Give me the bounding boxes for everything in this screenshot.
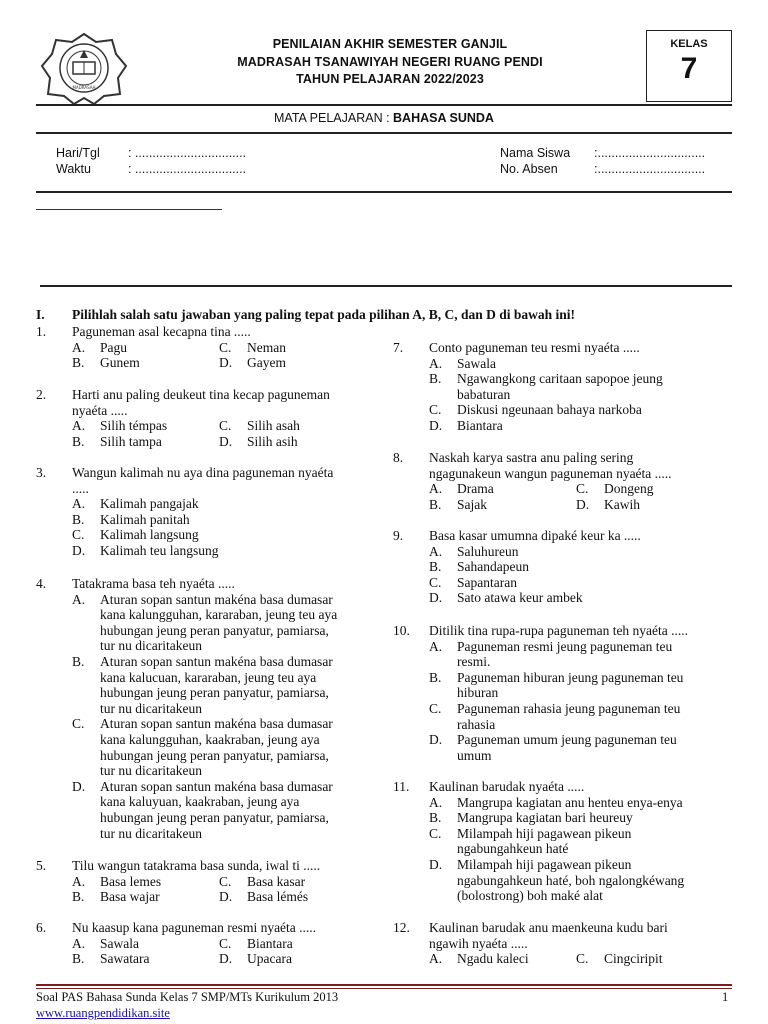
option-d[interactable]: D. Kalimah teu langsung <box>72 542 219 558</box>
question-text-cont: nyaéta ..... <box>72 402 128 418</box>
option-b[interactable]: B. Sajak <box>429 496 487 512</box>
question-12 <box>393 920 733 967</box>
question-5 <box>36 858 376 905</box>
section-number: I. <box>36 307 45 322</box>
class-label: KELAS <box>670 38 708 50</box>
question-number: 2. <box>36 387 47 402</box>
question-2 <box>36 387 376 449</box>
option-c[interactable]: C. Milampah hiji pagawean pikeun ngabungahkeun haté <box>429 825 632 857</box>
option-a[interactable]: A. Drama <box>429 481 494 497</box>
option-a[interactable]: A. Ngadu kaleci <box>429 951 529 967</box>
footer-divider <box>36 984 732 986</box>
question-number: 9. <box>393 528 404 543</box>
question-text: Basa kasar umumna dipaké keur ka ..... <box>429 528 641 543</box>
class-number: 7 <box>680 52 698 85</box>
option-d[interactable]: D. Paguneman umum jeung paguneman teu umum <box>429 732 677 763</box>
header-title-line2: MADRASAH TSANAWIYAH NEGERI RUANG PENDI <box>237 55 543 69</box>
subject-line <box>0 111 768 125</box>
option-c[interactable]: C. Cingciripit <box>576 951 663 967</box>
option-b[interactable]: B. Gunem <box>72 355 140 371</box>
question-number: 7. <box>393 340 404 355</box>
question-number: 12. <box>393 920 410 935</box>
question-number: 3. <box>36 465 47 480</box>
footer-link[interactable]: www.ruangpendidikan.site <box>36 1006 170 1020</box>
subject-label: MATA PELAJARAN : <box>274 111 394 125</box>
student-name-label: Nama Siswa <box>500 146 571 160</box>
option-c[interactable]: C. Diskusi ngeunaan bahaya narkoba <box>429 402 642 418</box>
section-divider <box>40 285 732 287</box>
section-title: Pilihlah salah satu jawaban yang paling tepat pada pilihan A, B, C, dan D di bawah ini! <box>72 307 576 322</box>
question-1 <box>36 324 376 371</box>
option-d[interactable]: D. Milampah hiji pagawean pikeun ngabungahkeun haté, boh ngalongkéwang (bolostrong) boh maké alat <box>429 856 685 904</box>
option-b[interactable]: B. Basa wajar <box>72 889 160 905</box>
question-text: Harti anu paling deukeut tina kecap paguneman <box>72 387 330 402</box>
question-7 <box>393 340 733 434</box>
question-number: 1. <box>36 324 47 339</box>
time-field[interactable]: : ................................ <box>128 162 247 176</box>
question-3 <box>36 465 376 559</box>
question-text: Tilu wangun tatakrama basa sunda, iwal ti ..... <box>72 858 321 873</box>
date-label: Hari/Tgl <box>56 146 100 160</box>
question-text: Ditilik tina rupa-rupa paguneman teh nyaéta ..... <box>429 623 689 638</box>
option-c[interactable]: C. Dongeng <box>576 481 654 497</box>
option-b[interactable]: B. Ngawangkong caritaan sapopoe jeung babaturan <box>429 371 663 402</box>
option-b[interactable]: B. Aturan sopan santun makéna basa dumasar kana kalucuan, kararaban, jeung teu aya hubungan jeung peran panyatur, pamiarsa, tur nu dicaritakeun <box>72 653 333 716</box>
question-text: Nu kaasup kana paguneman resmi nyaéta ..... <box>72 920 317 935</box>
option-b[interactable]: B. Kalimah panitah <box>72 511 190 527</box>
question-text: Naskah karya sastra anu paling sering <box>429 450 634 465</box>
absence-number-field[interactable]: :............................... <box>594 162 706 176</box>
option-d[interactable]: D. Basa lémés <box>219 889 309 905</box>
question-text: Tatakrama basa teh nyaéta ..... <box>72 576 235 591</box>
question-number: 11. <box>393 779 410 794</box>
option-b[interactable]: B. Paguneman hiburan jeung paguneman teu hiburan <box>429 669 684 701</box>
footer-text: Soal PAS Bahasa Sunda Kelas 7 SMP/MTs Kurikulum 2013 <box>36 990 339 1004</box>
option-c[interactable]: C. Kalimah langsung <box>72 527 199 543</box>
info-divider <box>36 191 732 193</box>
option-a[interactable]: A. Basa lemes <box>72 873 162 889</box>
school-logo <box>40 32 128 104</box>
footer-divider-thin <box>36 988 732 989</box>
question-4 <box>36 576 376 841</box>
option-d[interactable]: D. Sato atawa keur ambek <box>429 590 583 606</box>
date-field[interactable]: : ................................ <box>128 146 247 160</box>
option-b[interactable]: B. Silih tampa <box>72 433 162 449</box>
option-c[interactable]: C. Basa kasar <box>219 873 306 889</box>
option-b[interactable]: B. Sahandapeun <box>429 559 529 575</box>
option-c[interactable]: C. Paguneman rahasia jeung paguneman teu rahasia <box>429 700 681 732</box>
option-a[interactable]: A. Paguneman resmi jeung paguneman teu resmi. <box>429 638 673 670</box>
option-c[interactable]: C. Sapantaran <box>429 574 517 590</box>
option-a[interactable]: A. Silih témpas <box>72 418 168 434</box>
option-d[interactable]: D. Upacara <box>219 951 292 967</box>
option-a[interactable]: A. Saluhureun <box>429 543 519 559</box>
option-d[interactable]: D. Kawih <box>576 496 640 512</box>
option-b[interactable]: B. Sawatara <box>72 951 150 967</box>
option-d[interactable]: D. Biantara <box>429 417 503 433</box>
svg-text:MADRASAH: MADRASAH <box>72 85 96 90</box>
subject-value: BAHASA SUNDA <box>393 111 494 125</box>
question-number: 4. <box>36 576 47 591</box>
question-6 <box>36 920 376 967</box>
question-text: Conto paguneman teu resmi nyaéta ..... <box>429 340 640 355</box>
option-c[interactable]: C. Biantara <box>219 935 293 951</box>
question-number: 8. <box>393 450 404 465</box>
header-divider <box>36 104 732 106</box>
question-8 <box>393 450 733 512</box>
question-number: 6. <box>36 920 47 935</box>
question-number: 10. <box>393 623 410 638</box>
header-title-line3: TAHUN PELAJARAN 2022/2023 <box>296 72 484 86</box>
question-text: Wangun kalimah nu aya dina paguneman nyaéta <box>72 465 334 480</box>
option-a[interactable]: A. Kalimah pangajak <box>72 496 199 512</box>
question-text: Kaulinan barudak nyaéta ..... <box>429 779 585 794</box>
class-box <box>646 30 732 102</box>
short-divider <box>36 209 222 210</box>
option-d[interactable]: D. Aturan sopan santun makéna basa dumasar kana kaluyuan, kaakraban, jeung aya hubungan jeung peran panyatur, pamiarsa, tur nu dicaritakeun <box>72 778 333 841</box>
question-number: 5. <box>36 858 47 873</box>
question-text: Paguneman asal kecapna tina ..... <box>72 324 251 339</box>
option-c[interactable]: C. Silih asah <box>219 418 300 434</box>
student-name-field[interactable]: :............................... <box>594 146 706 160</box>
question-text-cont: ngawih nyaéta ..... <box>429 935 528 951</box>
option-a[interactable]: A. Mangrupa kagiatan anu henteu enya-enya <box>429 794 683 810</box>
option-a[interactable]: A. Sawala <box>72 935 139 951</box>
option-a[interactable]: A. Sawala <box>429 355 496 371</box>
time-label: Waktu <box>56 162 91 176</box>
option-a[interactable]: A. Aturan sopan santun makéna basa dumasar kana kalungguhan, kararaban, jeung teu aya hubungan jeung peran panyatur, pamiarsa, tur nu dicaritakeun <box>72 591 338 654</box>
header-title-line1: PENILAIAN AKHIR SEMESTER GANJIL <box>272 37 508 51</box>
question-9 <box>393 528 733 606</box>
question-text: Kaulinan barudak anu maenkeuna kudu bari <box>429 920 668 935</box>
question-11 <box>393 779 733 904</box>
option-c[interactable]: C. Aturan sopan santun makéna basa dumasar kana kalungguhan, kaakraban, jeung aya hubungan jeung peran panyatur, pamiarsa, tur nu dicaritakeun <box>72 716 333 779</box>
option-b[interactable]: B. Mangrupa kagiatan bari heureuy <box>429 810 633 826</box>
question-10 <box>393 623 733 763</box>
question-text-cont: ..... <box>72 480 89 496</box>
page-number: 1 <box>722 990 729 1004</box>
option-d[interactable]: D. Silih asih <box>219 433 298 449</box>
question-text-cont: ngagunakeun wangun paguneman nyaéta ..... <box>429 465 672 481</box>
option-c[interactable]: C. Neman <box>219 339 286 355</box>
subject-divider <box>36 132 732 134</box>
option-d[interactable]: D. Gayem <box>219 355 286 371</box>
absence-number-label: No. Absen <box>500 162 558 176</box>
option-a[interactable]: A. Pagu <box>72 339 127 355</box>
